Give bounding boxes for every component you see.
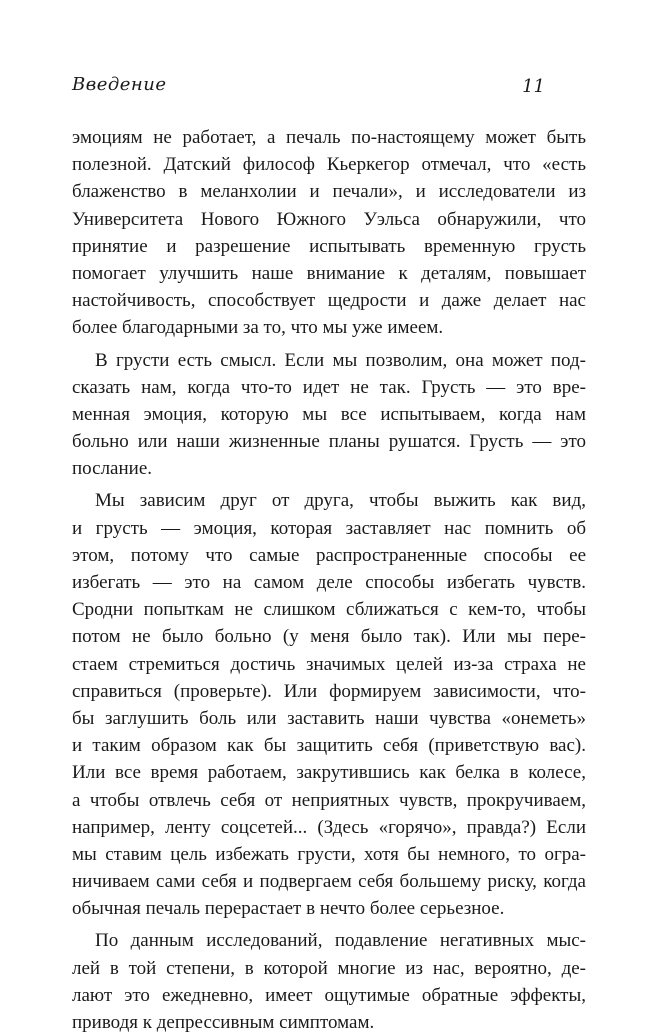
text-line: справиться (проверьте). Или формируем зависимости, что- bbox=[72, 680, 586, 702]
text-line: мы ставим цель избежать грусти, хотя бы немного, то огра- bbox=[72, 843, 586, 865]
text-line: приводя к депрессивным симптомам. bbox=[72, 1012, 375, 1033]
text-line: стаем стремиться достичь значимых целей из-за страха не bbox=[72, 653, 586, 675]
text-line: помогает улучшить наше внимание к деталям, повышает bbox=[72, 262, 586, 284]
text-line: обычная печаль перерастает в нечто более серьезное. bbox=[72, 898, 505, 920]
text-line: Мы зависим друг от друга, чтобы выжить как вид, bbox=[95, 490, 586, 512]
text-line: По данным исследований, подавление негативных мыс- bbox=[95, 930, 586, 952]
text-line: эмоциям не работает, а печаль по-настоящему может быть bbox=[72, 127, 586, 148]
text-line: послание. bbox=[72, 458, 153, 480]
text-line: настойчивость, способствует щедрости и даже делает нас bbox=[72, 290, 586, 312]
page-number: 11 bbox=[522, 76, 545, 97]
text-line: и таким образом как бы защитить себя (приветствую вас). bbox=[72, 735, 586, 757]
body-text bbox=[72, 124, 586, 1036]
text-line: Сродни попыткам не слишком сближаться с кем-то, чтобы bbox=[72, 599, 586, 621]
text-line: более благодарными за то, что мы уже имеем. bbox=[72, 317, 444, 339]
paragraph bbox=[72, 927, 586, 1036]
text-line: например, ленту соцсетей... (Здесь «горячо», правда?) Если bbox=[72, 816, 586, 838]
text-line: принятие и разрешение испытывать временную грусть bbox=[72, 235, 586, 257]
text-line: Университета Нового Южного Уэльса обнаружили, что bbox=[72, 208, 586, 230]
text-line: полезной. Датский философ Кьеркегор отмечал, что «есть bbox=[72, 154, 586, 176]
text-line: лают это ежедневно, имеет ощутимые обратные эффекты, bbox=[72, 984, 586, 1006]
text-line: больно или наши жизненные планы рушатся. Грусть — это bbox=[72, 431, 586, 453]
text-line: сказать нам, когда что-то идет не так. Грусть — это вре- bbox=[72, 376, 586, 398]
text-line: бы заглушить боль или заставить наши чувства «онеметь» bbox=[72, 707, 586, 729]
text-line: и грусть — эмоция, которая заставляет нас помнить об bbox=[72, 517, 586, 539]
text-line: В грусти есть смысл. Если мы позволим, она может под- bbox=[95, 349, 586, 371]
running-head-title: Введение bbox=[72, 74, 167, 95]
text-line: потом не было больно (у меня было так). Или мы пере- bbox=[72, 626, 586, 648]
text-line: этом, потому что самые распространенные способы ее bbox=[72, 544, 586, 566]
paragraph bbox=[72, 487, 586, 922]
text-line: блаженство в меланхолии и печали», и исследователи из bbox=[72, 181, 586, 203]
text-line: избегать — это на самом деле способы избегать чувств. bbox=[72, 572, 586, 593]
text-line: менная эмоция, которую мы все испытываем, когда нам bbox=[72, 403, 586, 425]
paragraph bbox=[72, 347, 586, 483]
paragraph bbox=[72, 124, 586, 342]
text-line: лей в той степени, в которой многие из нас, вероятно, де- bbox=[72, 957, 586, 979]
text-line: ничиваем сами себя и подвергаем себя большему риску, когда bbox=[72, 871, 586, 893]
text-line: Или все время работаем, закрутившись как белка в колесе, bbox=[72, 762, 586, 784]
text-line: а чтобы отвлечь себя от неприятных чувств, прокручиваем, bbox=[72, 789, 586, 811]
